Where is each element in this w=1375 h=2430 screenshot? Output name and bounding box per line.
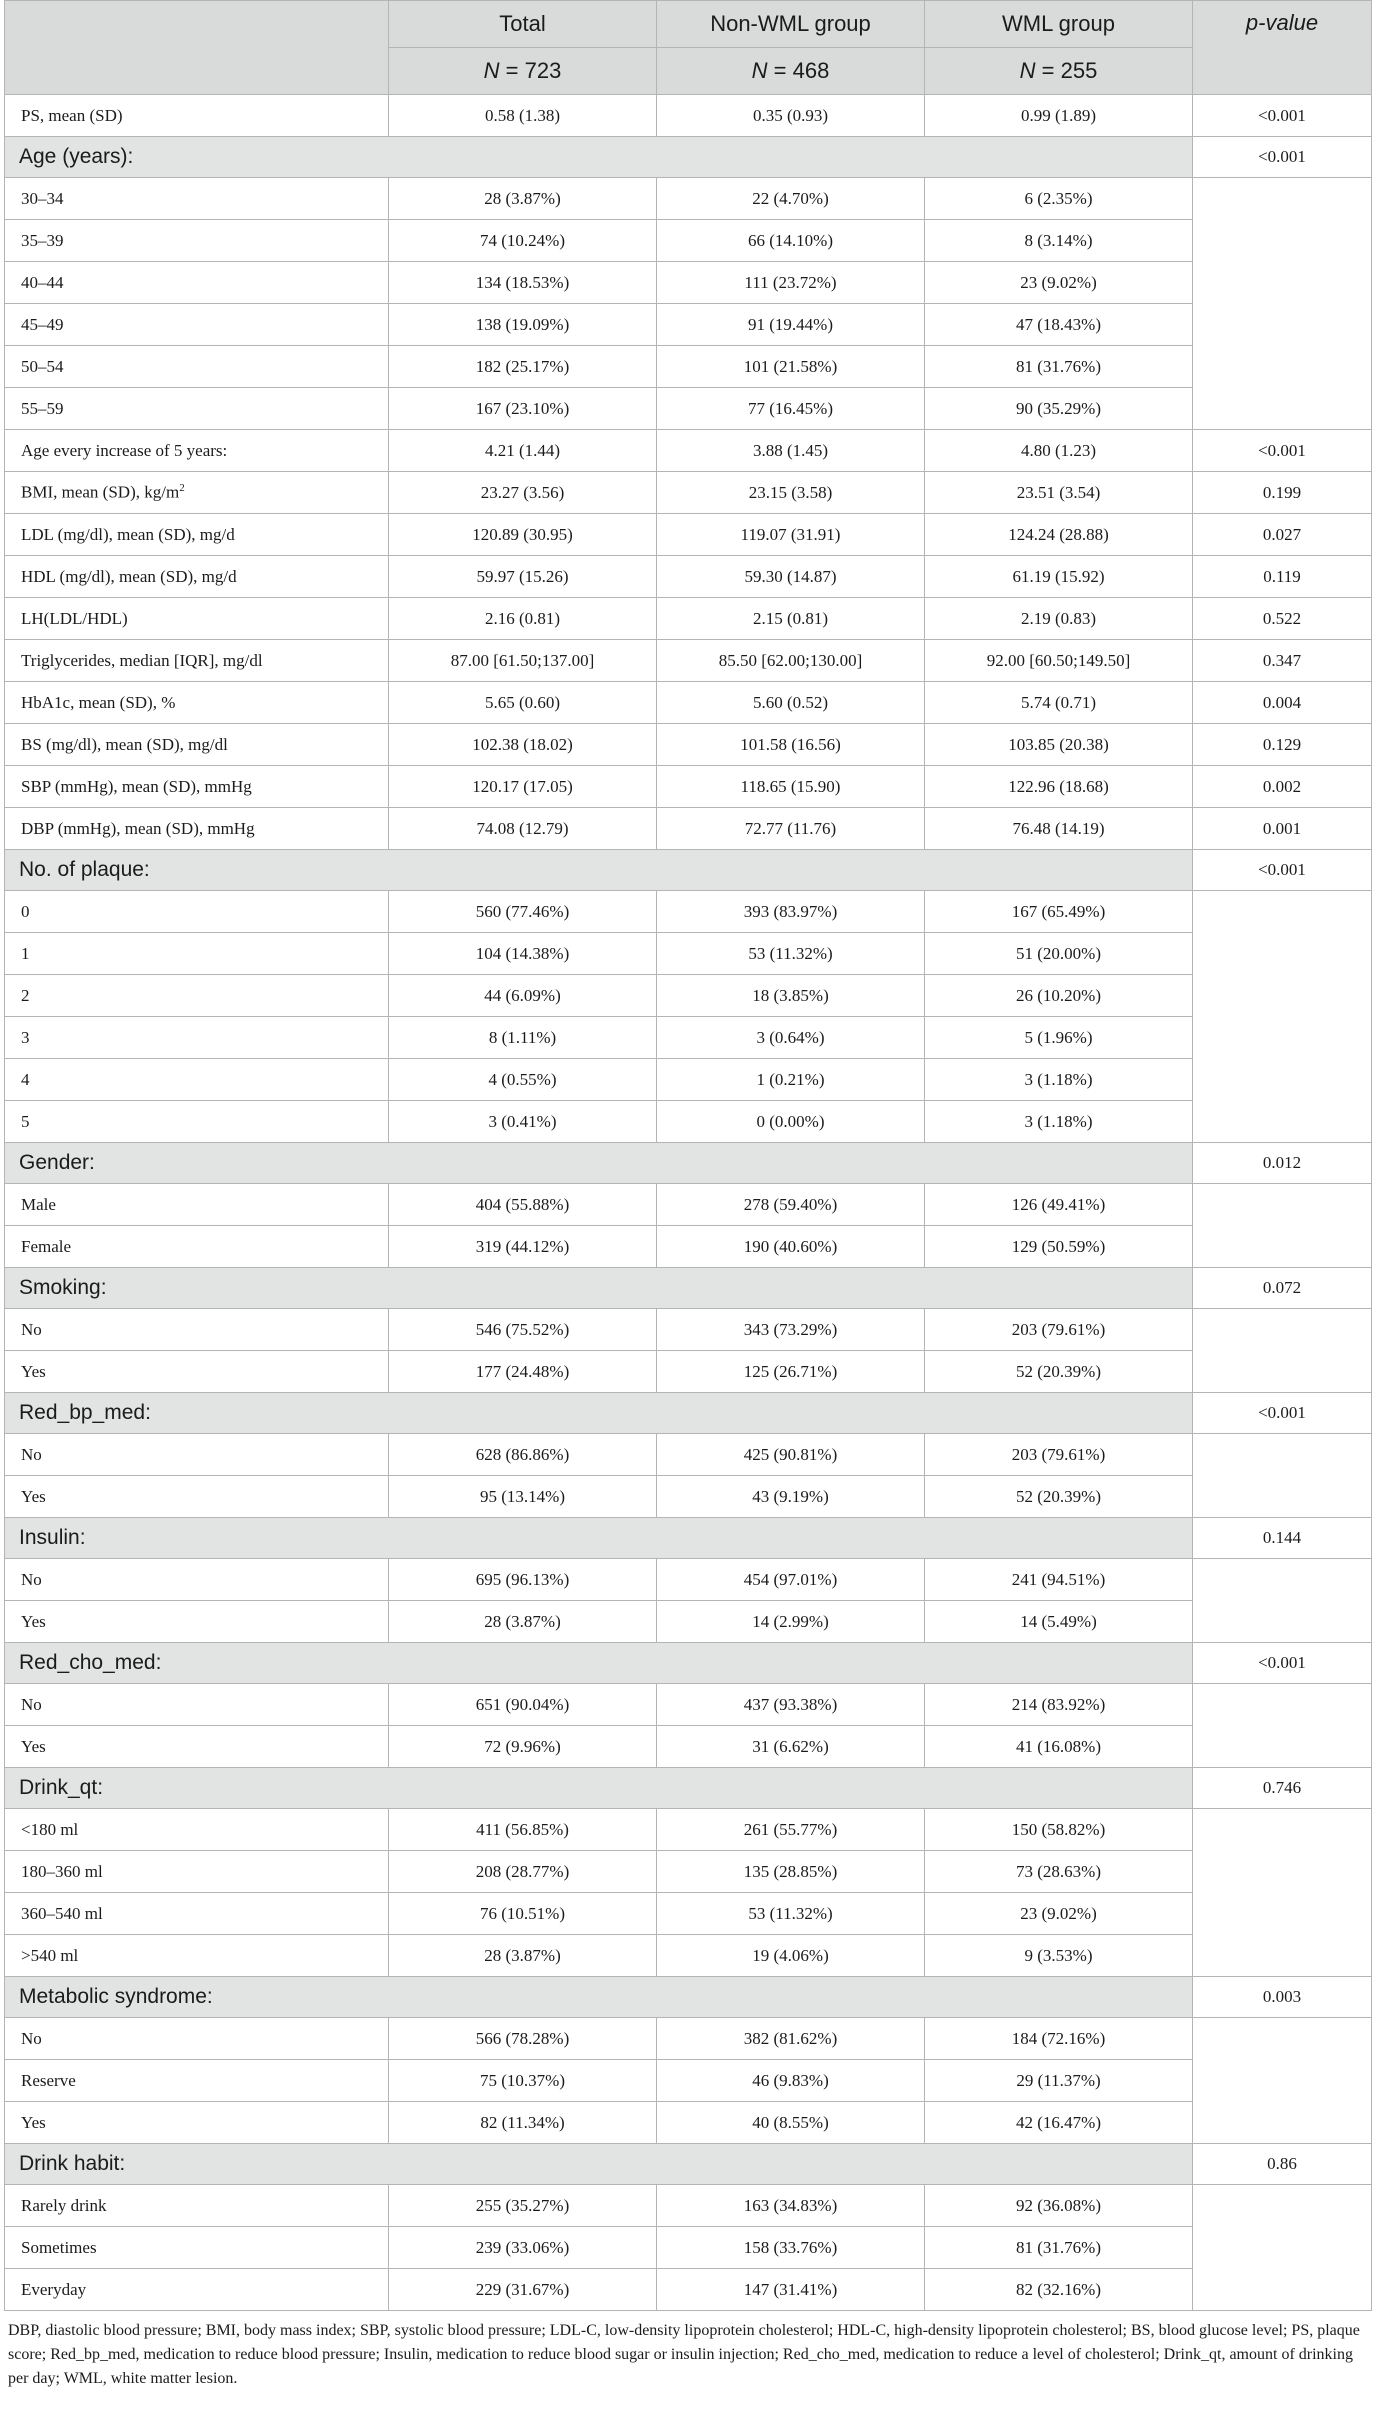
data-row — [5, 95, 1372, 137]
data-row — [5, 556, 1372, 598]
cell-total: 4.21 (1.44) — [389, 430, 657, 472]
cell-total: 2.16 (0.81) — [389, 598, 657, 640]
row-label: 5 — [5, 1101, 389, 1143]
row-label: Female — [5, 1226, 389, 1268]
cell-p-value: 0.199 — [1193, 472, 1372, 514]
baseline-characteristics-table — [4, 0, 1372, 2311]
cell-total: 95 (13.14%) — [389, 1476, 657, 1518]
section-row — [5, 137, 1372, 178]
cell-total: 4 (0.55%) — [389, 1059, 657, 1101]
row-label: 180–360 ml — [5, 1851, 389, 1893]
sub-row — [5, 1476, 1372, 1518]
cell-non-wml: 23.15 (3.58) — [657, 472, 925, 514]
sub-row — [5, 1101, 1372, 1143]
merged-p-cell — [1193, 178, 1372, 430]
section-label: Drink habit: — [5, 2144, 1193, 2185]
cell-wml: 81 (31.76%) — [925, 346, 1193, 388]
cell-total: 59.97 (15.26) — [389, 556, 657, 598]
table-body — [5, 95, 1372, 2311]
cell-non-wml: 393 (83.97%) — [657, 891, 925, 933]
sub-row — [5, 1017, 1372, 1059]
sub-row — [5, 1893, 1372, 1935]
row-label-text: LDL (mg/dl), mean (SD), mg/d — [21, 524, 235, 544]
header-p-value: p-value — [1193, 1, 1372, 95]
cell-p-value: <0.001 — [1193, 95, 1372, 137]
section-label: Red_bp_med: — [5, 1393, 1193, 1434]
cell-p-value: 0.522 — [1193, 598, 1372, 640]
cell-wml: 9 (3.53%) — [925, 1935, 1193, 1977]
cell-wml: 184 (72.16%) — [925, 2018, 1193, 2060]
section-row — [5, 1768, 1372, 1809]
cell-wml: 42 (16.47%) — [925, 2102, 1193, 2144]
cell-total: 104 (14.38%) — [389, 933, 657, 975]
row-label — [5, 682, 389, 724]
row-label-text: SBP (mmHg), mean (SD), mmHg — [21, 776, 252, 796]
cell-non-wml: 454 (97.01%) — [657, 1559, 925, 1601]
cell-total: 411 (56.85%) — [389, 1809, 657, 1851]
cell-total: 102.38 (18.02) — [389, 724, 657, 766]
sub-row — [5, 975, 1372, 1017]
cell-non-wml: 59.30 (14.87) — [657, 556, 925, 598]
cell-non-wml: 53 (11.32%) — [657, 1893, 925, 1935]
row-label — [5, 808, 389, 850]
header-non-wml: Non-WML group — [657, 1, 925, 48]
cell-p-value: 0.001 — [1193, 808, 1372, 850]
row-label: 3 — [5, 1017, 389, 1059]
row-label: Rarely drink — [5, 2185, 389, 2227]
section-p-value: 0.746 — [1193, 1768, 1372, 1809]
cell-non-wml: 3.88 (1.45) — [657, 430, 925, 472]
sub-row — [5, 891, 1372, 933]
merged-p-cell — [1193, 1434, 1372, 1518]
cell-wml: 51 (20.00%) — [925, 933, 1193, 975]
cell-wml: 52 (20.39%) — [925, 1351, 1193, 1393]
cell-non-wml: 91 (19.44%) — [657, 304, 925, 346]
section-row — [5, 1643, 1372, 1684]
cell-wml: 129 (50.59%) — [925, 1226, 1193, 1268]
cell-total: 546 (75.52%) — [389, 1309, 657, 1351]
cell-wml: 203 (79.61%) — [925, 1309, 1193, 1351]
cell-wml: 3 (1.18%) — [925, 1059, 1193, 1101]
cell-non-wml: 163 (34.83%) — [657, 2185, 925, 2227]
row-label: 45–49 — [5, 304, 389, 346]
sub-row — [5, 2185, 1372, 2227]
cell-wml: 122.96 (18.68) — [925, 766, 1193, 808]
row-label-text: PS, mean (SD) — [21, 105, 123, 125]
sub-row — [5, 1351, 1372, 1393]
sub-row — [5, 346, 1372, 388]
section-p-value: 0.003 — [1193, 1977, 1372, 2018]
row-label-text: BS (mg/dl), mean (SD), mg/dl — [21, 734, 228, 754]
cell-total: 74.08 (12.79) — [389, 808, 657, 850]
row-label: Everyday — [5, 2269, 389, 2311]
header-n-wml: N = 255 — [925, 48, 1193, 95]
sub-row — [5, 388, 1372, 430]
cell-total: 44 (6.09%) — [389, 975, 657, 1017]
section-p-value: <0.001 — [1193, 1643, 1372, 1684]
cell-total: 82 (11.34%) — [389, 2102, 657, 2144]
cell-non-wml: 125 (26.71%) — [657, 1351, 925, 1393]
section-p-value: <0.001 — [1193, 1393, 1372, 1434]
row-label-text: DBP (mmHg), mean (SD), mmHg — [21, 818, 255, 838]
cell-non-wml: 0 (0.00%) — [657, 1101, 925, 1143]
row-label: Reserve — [5, 2060, 389, 2102]
cell-wml: 3 (1.18%) — [925, 1101, 1193, 1143]
cell-non-wml: 118.65 (15.90) — [657, 766, 925, 808]
data-row — [5, 598, 1372, 640]
cell-non-wml: 101 (21.58%) — [657, 346, 925, 388]
row-label: 30–34 — [5, 178, 389, 220]
sub-row — [5, 933, 1372, 975]
cell-non-wml: 101.58 (16.56) — [657, 724, 925, 766]
cell-non-wml: 18 (3.85%) — [657, 975, 925, 1017]
sub-row — [5, 1726, 1372, 1768]
cell-total: 3 (0.41%) — [389, 1101, 657, 1143]
cell-total: 87.00 [61.50;137.00] — [389, 640, 657, 682]
cell-non-wml: 43 (9.19%) — [657, 1476, 925, 1518]
cell-wml: 92.00 [60.50;149.50] — [925, 640, 1193, 682]
cell-wml: 5 (1.96%) — [925, 1017, 1193, 1059]
section-p-value: 0.144 — [1193, 1518, 1372, 1559]
row-label: 50–54 — [5, 346, 389, 388]
cell-wml: 4.80 (1.23) — [925, 430, 1193, 472]
cell-non-wml: 158 (33.76%) — [657, 2227, 925, 2269]
section-label: Age (years): — [5, 137, 1193, 178]
section-p-value: 0.012 — [1193, 1143, 1372, 1184]
merged-p-cell — [1193, 2185, 1372, 2311]
row-label: Yes — [5, 1476, 389, 1518]
cell-non-wml: 437 (93.38%) — [657, 1684, 925, 1726]
cell-wml: 8 (3.14%) — [925, 220, 1193, 262]
cell-wml: 5.74 (0.71) — [925, 682, 1193, 724]
data-row — [5, 682, 1372, 724]
cell-non-wml: 53 (11.32%) — [657, 933, 925, 975]
merged-p-cell — [1193, 1559, 1372, 1643]
cell-non-wml: 278 (59.40%) — [657, 1184, 925, 1226]
header-n-total: N = 723 — [389, 48, 657, 95]
cell-wml: 23 (9.02%) — [925, 1893, 1193, 1935]
row-label: 2 — [5, 975, 389, 1017]
cell-p-value: <0.001 — [1193, 430, 1372, 472]
cell-non-wml: 343 (73.29%) — [657, 1309, 925, 1351]
sub-row — [5, 1851, 1372, 1893]
section-p-value: <0.001 — [1193, 850, 1372, 891]
section-label: Insulin: — [5, 1518, 1193, 1559]
cell-total: 566 (78.28%) — [389, 2018, 657, 2060]
data-row — [5, 640, 1372, 682]
section-row — [5, 1268, 1372, 1309]
cell-wml: 92 (36.08%) — [925, 2185, 1193, 2227]
cell-total: 75 (10.37%) — [389, 2060, 657, 2102]
cell-total: 28 (3.87%) — [389, 1935, 657, 1977]
row-label: 35–39 — [5, 220, 389, 262]
sub-row — [5, 2102, 1372, 2144]
cell-total: 229 (31.67%) — [389, 2269, 657, 2311]
data-row — [5, 430, 1372, 472]
cell-non-wml: 1 (0.21%) — [657, 1059, 925, 1101]
header-wml: WML group — [925, 1, 1193, 48]
row-label: No — [5, 2018, 389, 2060]
section-label: Gender: — [5, 1143, 1193, 1184]
row-label: No — [5, 1434, 389, 1476]
cell-non-wml: 382 (81.62%) — [657, 2018, 925, 2060]
cell-wml: 241 (94.51%) — [925, 1559, 1193, 1601]
cell-wml: 203 (79.61%) — [925, 1434, 1193, 1476]
cell-p-value: 0.004 — [1193, 682, 1372, 724]
row-label — [5, 724, 389, 766]
merged-p-cell — [1193, 2018, 1372, 2144]
cell-wml: 150 (58.82%) — [925, 1809, 1193, 1851]
cell-non-wml: 40 (8.55%) — [657, 2102, 925, 2144]
section-label: No. of plaque: — [5, 850, 1193, 891]
row-label-text: LH(LDL/HDL) — [21, 608, 128, 628]
row-label: >540 ml — [5, 1935, 389, 1977]
row-label — [5, 556, 389, 598]
cell-wml: 52 (20.39%) — [925, 1476, 1193, 1518]
sub-row — [5, 1309, 1372, 1351]
cell-total: 8 (1.11%) — [389, 1017, 657, 1059]
row-label: 0 — [5, 891, 389, 933]
row-label — [5, 430, 389, 472]
row-label-superscript: 2 — [179, 482, 185, 495]
sub-row — [5, 1184, 1372, 1226]
sub-row — [5, 304, 1372, 346]
cell-total: 138 (19.09%) — [389, 304, 657, 346]
sub-row — [5, 262, 1372, 304]
cell-wml: 167 (65.49%) — [925, 891, 1193, 933]
row-label: 1 — [5, 933, 389, 975]
section-row — [5, 850, 1372, 891]
header-total: Total — [389, 1, 657, 48]
data-row — [5, 514, 1372, 556]
row-label-text: BMI, mean (SD), kg/m — [21, 482, 180, 502]
cell-total: 255 (35.27%) — [389, 2185, 657, 2227]
cell-wml: 90 (35.29%) — [925, 388, 1193, 430]
cell-non-wml: 261 (55.77%) — [657, 1809, 925, 1851]
cell-total: 560 (77.46%) — [389, 891, 657, 933]
cell-p-value: 0.129 — [1193, 724, 1372, 766]
table-container — [4, 0, 1371, 2391]
sub-row — [5, 1559, 1372, 1601]
cell-total: 167 (23.10%) — [389, 388, 657, 430]
data-row — [5, 472, 1372, 514]
section-label: Metabolic syndrome: — [5, 1977, 1193, 2018]
row-label-text: HbA1c, mean (SD), % — [21, 692, 176, 712]
row-label: No — [5, 1309, 389, 1351]
cell-non-wml: 77 (16.45%) — [657, 388, 925, 430]
section-label: Drink_qt: — [5, 1768, 1193, 1809]
row-label: Sometimes — [5, 2227, 389, 2269]
cell-non-wml: 3 (0.64%) — [657, 1017, 925, 1059]
sub-row — [5, 1059, 1372, 1101]
cell-non-wml: 85.50 [62.00;130.00] — [657, 640, 925, 682]
cell-total: 23.27 (3.56) — [389, 472, 657, 514]
cell-total: 28 (3.87%) — [389, 1601, 657, 1643]
cell-total: 177 (24.48%) — [389, 1351, 657, 1393]
cell-non-wml: 46 (9.83%) — [657, 2060, 925, 2102]
cell-total: 404 (55.88%) — [389, 1184, 657, 1226]
cell-total: 182 (25.17%) — [389, 346, 657, 388]
cell-total: 651 (90.04%) — [389, 1684, 657, 1726]
sub-row — [5, 1601, 1372, 1643]
cell-non-wml: 72.77 (11.76) — [657, 808, 925, 850]
cell-non-wml: 0.35 (0.93) — [657, 95, 925, 137]
row-label — [5, 598, 389, 640]
sub-row — [5, 1226, 1372, 1268]
cell-wml: 26 (10.20%) — [925, 975, 1193, 1017]
row-label — [5, 514, 389, 556]
sub-row — [5, 1684, 1372, 1726]
row-label: Yes — [5, 1601, 389, 1643]
sub-row — [5, 2269, 1372, 2311]
merged-p-cell — [1193, 1309, 1372, 1393]
merged-p-cell — [1193, 1184, 1372, 1268]
cell-wml: 82 (32.16%) — [925, 2269, 1193, 2311]
cell-wml: 214 (83.92%) — [925, 1684, 1193, 1726]
cell-non-wml: 14 (2.99%) — [657, 1601, 925, 1643]
merged-p-cell — [1193, 891, 1372, 1143]
cell-wml: 2.19 (0.83) — [925, 598, 1193, 640]
cell-total: 120.17 (17.05) — [389, 766, 657, 808]
cell-non-wml: 31 (6.62%) — [657, 1726, 925, 1768]
row-label: Male — [5, 1184, 389, 1226]
cell-non-wml: 147 (31.41%) — [657, 2269, 925, 2311]
data-row — [5, 808, 1372, 850]
cell-non-wml: 111 (23.72%) — [657, 262, 925, 304]
cell-non-wml: 425 (90.81%) — [657, 1434, 925, 1476]
data-row — [5, 766, 1372, 808]
cell-wml: 73 (28.63%) — [925, 1851, 1193, 1893]
sub-row — [5, 220, 1372, 262]
row-label-text: Age every increase of 5 years: — [21, 440, 228, 460]
cell-non-wml: 19 (4.06%) — [657, 1935, 925, 1977]
row-label: 360–540 ml — [5, 1893, 389, 1935]
row-label: No — [5, 1684, 389, 1726]
header-blank — [5, 1, 389, 95]
cell-total: 208 (28.77%) — [389, 1851, 657, 1893]
sub-row — [5, 1434, 1372, 1476]
cell-non-wml: 66 (14.10%) — [657, 220, 925, 262]
sub-row — [5, 2060, 1372, 2102]
row-label: Yes — [5, 2102, 389, 2144]
cell-non-wml: 2.15 (0.81) — [657, 598, 925, 640]
cell-p-value: 0.347 — [1193, 640, 1372, 682]
cell-total: 74 (10.24%) — [389, 220, 657, 262]
cell-wml: 14 (5.49%) — [925, 1601, 1193, 1643]
row-label-text: HDL (mg/dl), mean (SD), mg/d — [21, 566, 237, 586]
cell-wml: 41 (16.08%) — [925, 1726, 1193, 1768]
cell-wml: 126 (49.41%) — [925, 1184, 1193, 1226]
row-label: 55–59 — [5, 388, 389, 430]
row-label — [5, 95, 389, 137]
cell-total: 76 (10.51%) — [389, 1893, 657, 1935]
cell-total: 0.58 (1.38) — [389, 95, 657, 137]
cell-non-wml: 190 (40.60%) — [657, 1226, 925, 1268]
cell-wml: 103.85 (20.38) — [925, 724, 1193, 766]
section-p-value: 0.072 — [1193, 1268, 1372, 1309]
data-row — [5, 724, 1372, 766]
row-label-text: Triglycerides, median [IQR], mg/dl — [21, 650, 263, 670]
cell-wml: 29 (11.37%) — [925, 2060, 1193, 2102]
cell-total: 134 (18.53%) — [389, 262, 657, 304]
cell-wml: 76.48 (14.19) — [925, 808, 1193, 850]
section-row — [5, 1393, 1372, 1434]
cell-p-value: 0.119 — [1193, 556, 1372, 598]
row-label: 4 — [5, 1059, 389, 1101]
merged-p-cell — [1193, 1684, 1372, 1768]
row-label — [5, 640, 389, 682]
cell-non-wml: 22 (4.70%) — [657, 178, 925, 220]
cell-wml: 124.24 (28.88) — [925, 514, 1193, 556]
cell-wml: 23 (9.02%) — [925, 262, 1193, 304]
cell-non-wml: 5.60 (0.52) — [657, 682, 925, 724]
sub-row — [5, 2018, 1372, 2060]
cell-wml: 23.51 (3.54) — [925, 472, 1193, 514]
section-row — [5, 1143, 1372, 1184]
cell-total: 28 (3.87%) — [389, 178, 657, 220]
table-header — [5, 1, 1372, 95]
cell-wml: 81 (31.76%) — [925, 2227, 1193, 2269]
row-label: Yes — [5, 1726, 389, 1768]
section-row — [5, 1518, 1372, 1559]
merged-p-cell — [1193, 1809, 1372, 1977]
cell-total: 72 (9.96%) — [389, 1726, 657, 1768]
row-label — [5, 766, 389, 808]
row-label — [5, 472, 389, 514]
cell-total: 695 (96.13%) — [389, 1559, 657, 1601]
row-label: No — [5, 1559, 389, 1601]
sub-row — [5, 2227, 1372, 2269]
section-label: Red_cho_med: — [5, 1643, 1193, 1684]
sub-row — [5, 1809, 1372, 1851]
section-row — [5, 2144, 1372, 2185]
cell-p-value: 0.027 — [1193, 514, 1372, 556]
row-label: 40–44 — [5, 262, 389, 304]
row-label: <180 ml — [5, 1809, 389, 1851]
cell-p-value: 0.002 — [1193, 766, 1372, 808]
section-row — [5, 1977, 1372, 2018]
cell-total: 319 (44.12%) — [389, 1226, 657, 1268]
section-p-value: 0.86 — [1193, 2144, 1372, 2185]
cell-wml: 61.19 (15.92) — [925, 556, 1193, 598]
cell-total: 5.65 (0.60) — [389, 682, 657, 724]
cell-wml: 6 (2.35%) — [925, 178, 1193, 220]
header-n-non-wml: N = 468 — [657, 48, 925, 95]
sub-row — [5, 178, 1372, 220]
sub-row — [5, 1935, 1372, 1977]
section-label: Smoking: — [5, 1268, 1193, 1309]
cell-total: 628 (86.86%) — [389, 1434, 657, 1476]
cell-non-wml: 135 (28.85%) — [657, 1851, 925, 1893]
section-p-value: <0.001 — [1193, 137, 1372, 178]
cell-wml: 47 (18.43%) — [925, 304, 1193, 346]
table-footnote: DBP, diastolic blood pressure; BMI, body mass index; SBP, systolic blood pressure; LDL-C, low-density lipoprotein cholesterol; HDL-C, high-density lipoprotein cholesterol; BS, blood glucose level; PS, plaque score; Red_bp_med, medication to reduce blood pressure; Insulin, medication to reduce blood sugar or insulin injection; Red_cho_med, medication to reduce a level of cholesterol; Drink_qt, amount of drinking per day; WML, white matter lesion. — [8, 2322, 1360, 2387]
cell-total: 239 (33.06%) — [389, 2227, 657, 2269]
cell-non-wml: 119.07 (31.91) — [657, 514, 925, 556]
cell-wml: 0.99 (1.89) — [925, 95, 1193, 137]
cell-total: 120.89 (30.95) — [389, 514, 657, 556]
row-label: Yes — [5, 1351, 389, 1393]
